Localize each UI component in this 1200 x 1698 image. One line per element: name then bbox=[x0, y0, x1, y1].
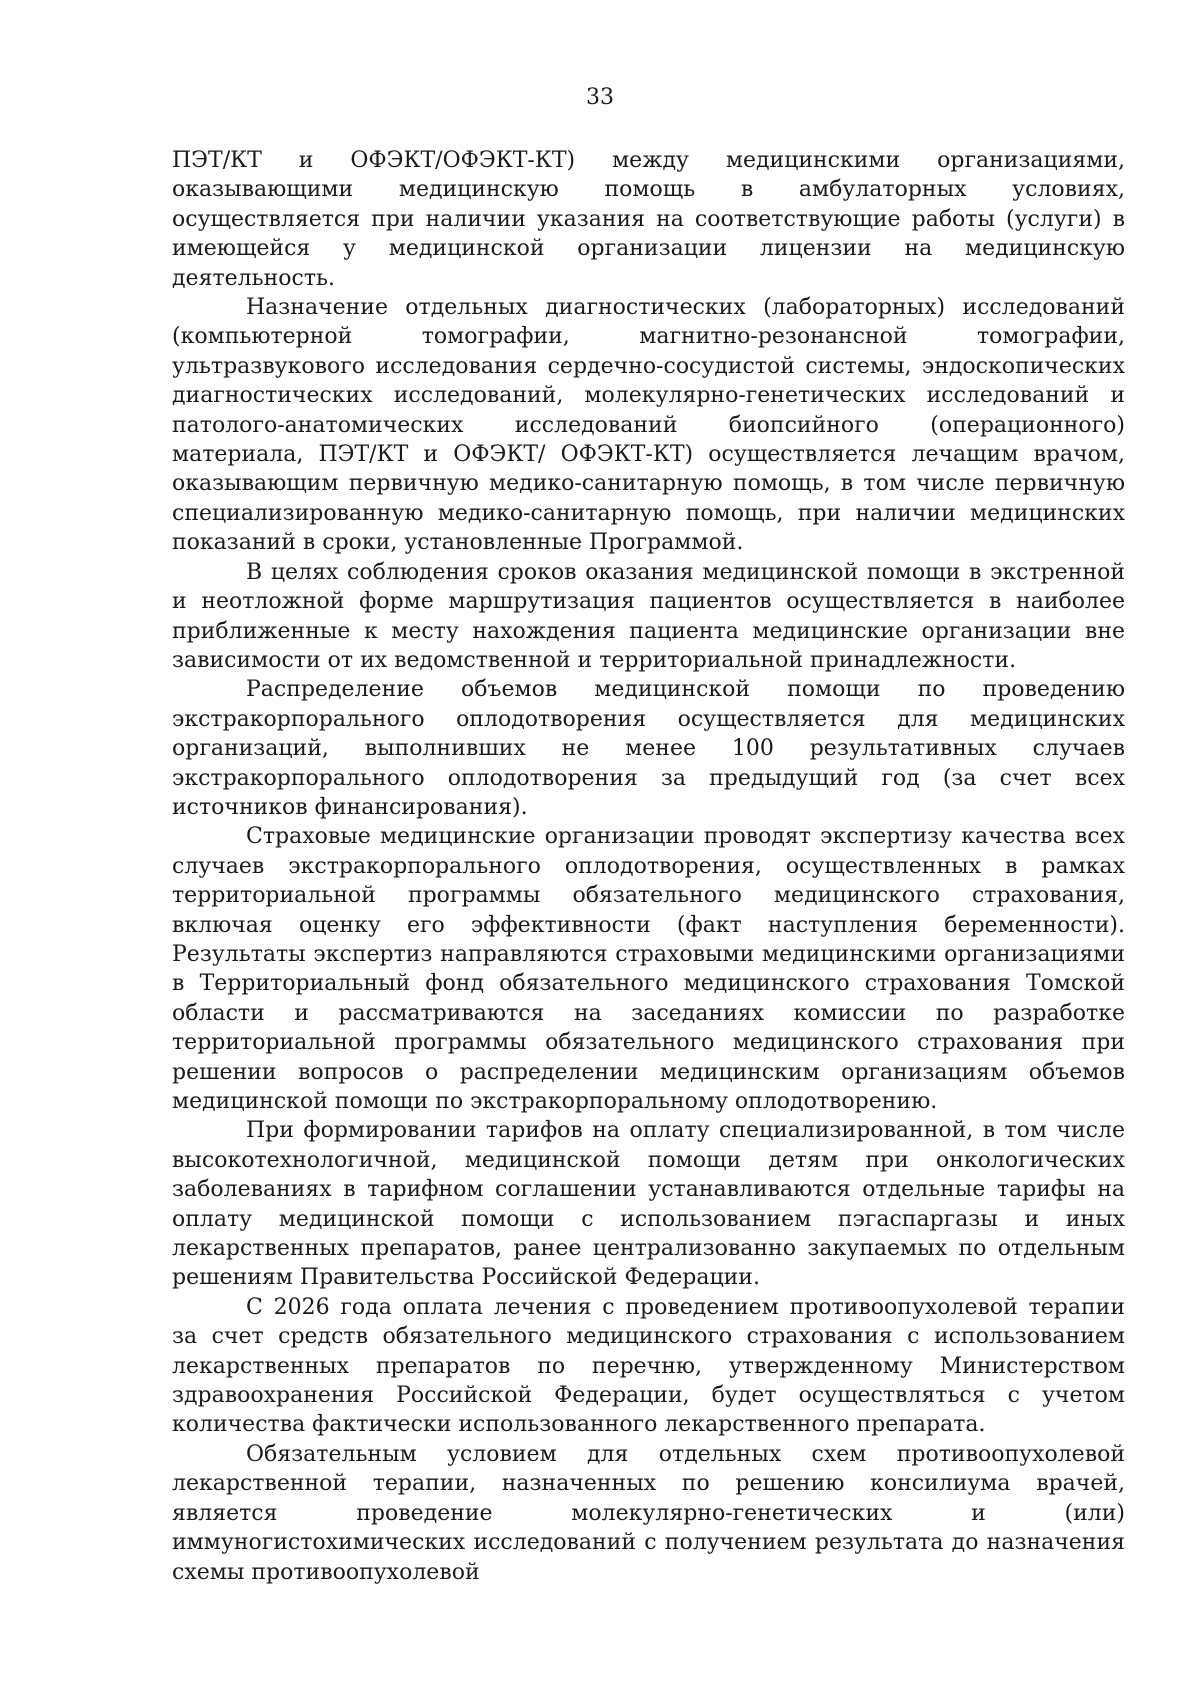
page-number: 33 bbox=[586, 85, 614, 110]
paragraph-ivf-distribution: Распределение объемов медицинской помощи по проведению экстракорпорального оплодотворения осуществляется для медицинских организаций, выполнивших не менее 100 результативных случаев экстракорпорального оплодотворения за предыдущий год (за счет всех источников финансирования). bbox=[172, 677, 1125, 820]
paragraph-continuation: ПЭТ/КТ и ОФЭКТ/ОФЭКТ-КТ) между медицинскими организациями, оказывающими медицинскую помощь в амбулаторных условиях, осуществляется при наличии указания на соответствующие работы (услуги) в имеющейся у медицинской организации лицензии на медицинскую деятельность. bbox=[172, 148, 1125, 291]
document-body bbox=[172, 146, 1125, 1587]
paragraph-ivf-expertise: Страховые медицинские организации проводят экспертизу качества всех случаев экстракорпорального оплодотворения, осуществленных в рамках территориальной программы обязательного медицинского страхования, включая оценку его эффективности (факт наступления беременности). Результаты экспертиз направляются страховыми медицинскими организациями в Территориальный фонд обязательного медицинского страхования Томской области и рассматриваются на заседаниях комиссии по разработке территориальной программы обязательного медицинского страхования при решении вопросов о распределении медицинским организациям объемов медицинской помощи по экстракорпоральному оплодотворению. bbox=[172, 824, 1125, 1114]
paragraph-emergency-routing: В целях соблюдения сроков оказания медицинской помощи в экстренной и неотложной форме маршрутизация пациентов осуществляется в наиболее приближенные к месту нахождения пациента медицинские организации вне зависимости от их ведомственной и территориальной принадлежности. bbox=[172, 559, 1125, 673]
paragraph-antitumor-therapy-2026: С 2026 года оплата лечения с проведением противоопухолевой терапии за счет средств обязательного медицинского страхования с использованием лекарственных препаратов по перечню, утвержденному Министерством здравоохранения Российской Федерации, будет осуществляться с учетом количества фактически использованного лекарственного препарата. bbox=[172, 1294, 1125, 1438]
paragraph-diagnostics-assignment: Назначение отдельных диагностических (лабораторных) исследований (компьютерной томографии, магнитно-резонансной томографии, ультразвукового исследования сердечно-сосудистой системы, эндоскопических диагностических исследований, молекулярно-генетических исследований и патолого-анатомических исследований биопсийного (операционного) материала, ПЭТ/КТ и ОФЭКТ/ ОФЭКТ-КТ) осуществляется лечащим врачом, оказывающим первичную медико-санитарную помощь, в том числе первичную специализированную медико-санитарную помощь, при наличии медицинских показаний в сроки, установленные Программой. bbox=[172, 295, 1125, 556]
paragraph-pediatric-oncology-tariffs: При формировании тарифов на оплату специализированной, в том числе высокотехнологичной, медицинской помощи детям при онкологических заболеваниях в тарифном соглашении устанавливаются отдельные тарифы на оплату медицинской помощи с использованием пэгаспаргазы и иных лекарственных препаратов, ранее централизованно закупаемых по отдельным решениям Правительства Российской Федерации. bbox=[172, 1118, 1125, 1291]
paragraph-mandatory-condition: Обязательным условием для отдельных схем противоопухолевой лекарственной терапии, назначенных по решению консилиума врачей, является проведение молекулярно-генетических и (или) иммуногистохимических исследований с получением результата до назначения схемы противоопухолевой bbox=[172, 1441, 1125, 1585]
